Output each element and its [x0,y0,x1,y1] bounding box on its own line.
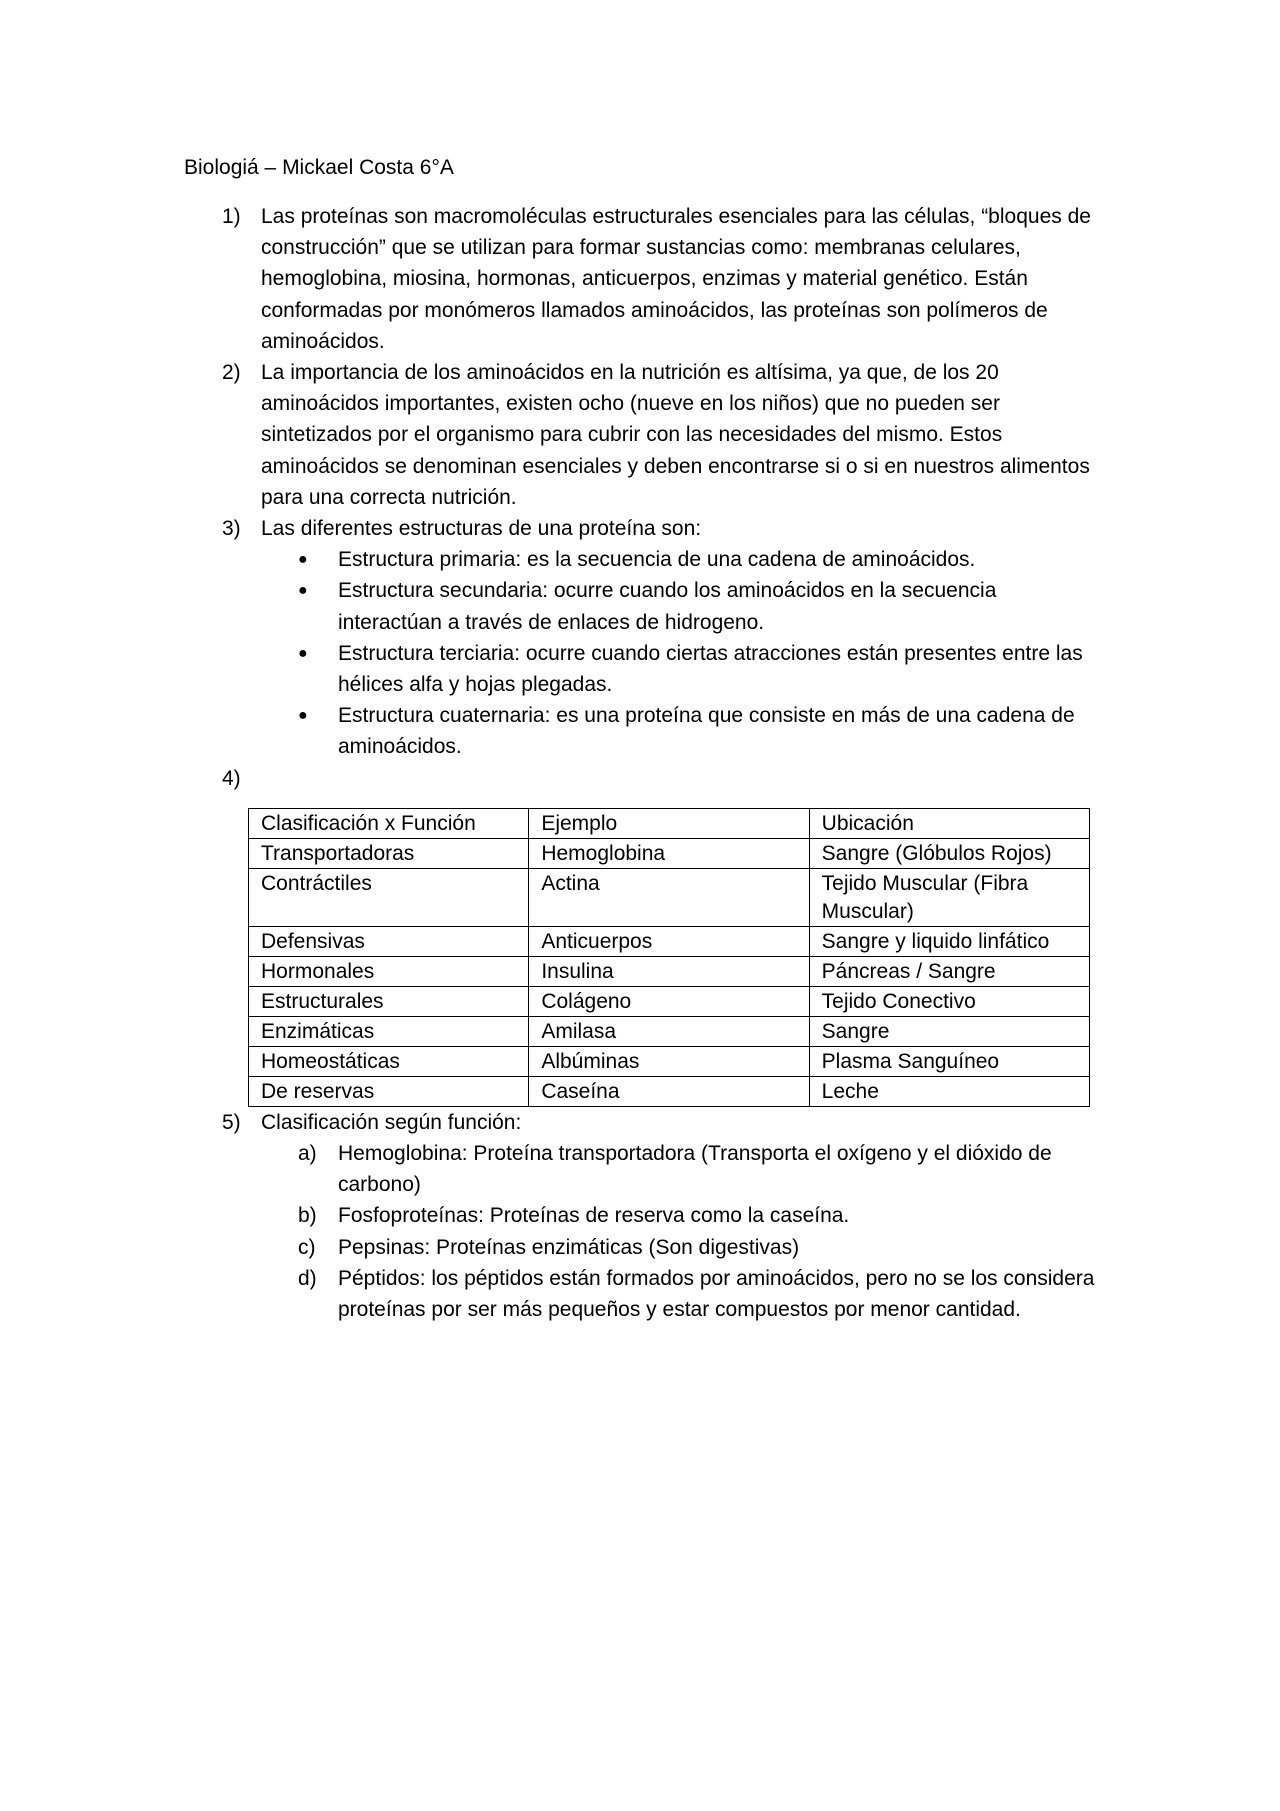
item-text: Hemoglobina: Proteína transportadora (Transporta el oxígeno y el dióxido de carbono) [338,1142,1052,1197]
lettered-item [184,1200,1104,1231]
table-cell: Insulina [529,956,809,986]
answer-text: La importancia de los aminoácidos en la nutrición es altísima, ya que, de los 20 aminoácidos importantes, existen ocho (nueve en los niños) que no pueden ser sintetizados por el organismo para cubrir con las necesidades del mismo. Estos aminoácidos se denominan esenciales y deben encontrarse si o si en nuestros alimentos para una correcta nutrición. [261,361,1090,509]
bullet-icon: ● [298,707,308,725]
answer-text: Las diferentes estructuras de una proteína son: [261,517,702,541]
table-row [249,838,1090,868]
table-header-cell: Clasificación x Función [249,808,529,838]
table-row [249,1076,1090,1106]
item-text: Fosfoproteínas: Proteínas de reserva como la caseína. [338,1204,850,1228]
table-cell: Contráctiles [249,868,529,926]
bullet-text: Estructura terciaria: ocurre cuando ciertas atracciones están presentes entre las hélices alfa y hojas plegadas. [338,641,1083,697]
answer-1 [184,201,1104,357]
table-cell: Sangre y liquido linfático [809,926,1089,956]
table-cell: Actina [529,868,809,926]
table-row [249,956,1090,986]
table-cell: Amilasa [529,1016,809,1046]
bullet-item [184,544,1104,575]
table-row [249,926,1090,956]
bullet-icon: ● [298,582,308,600]
table-row [249,868,1090,926]
answer-4 [184,763,1104,794]
table-cell: Homeostáticas [249,1046,529,1076]
table-cell: Hormonales [249,956,529,986]
table-header-cell: Ejemplo [529,808,809,838]
table-cell: Tejido Conectivo [809,986,1089,1016]
table-cell: Albúminas [529,1046,809,1076]
table-row [249,1046,1090,1076]
table-cell: Anticuerpos [529,926,809,956]
bullet-icon: ● [298,551,308,569]
table-cell: Caseína [529,1076,809,1106]
lettered-item [184,1232,1104,1263]
item-letter: b) [298,1204,317,1228]
document-title: Biologiá – Mickael Costa 6°A [184,156,454,179]
bullet-item [184,575,1104,637]
table-cell: Estructurales [249,986,529,1016]
table-cell: Sangre (Glóbulos Rojos) [809,838,1089,868]
table-cell: Defensivas [249,926,529,956]
answer-3 [184,513,1104,544]
table-cell: Plasma Sanguíneo [809,1046,1089,1076]
table-row [249,986,1090,1016]
protein-classification-table [248,808,1090,1107]
item-text: Pepsinas: Proteínas enzimáticas (Son digestivas) [338,1235,800,1259]
table-row [249,1016,1090,1046]
table-cell: Tejido Muscular (Fibra Muscular) [809,868,1089,926]
item-text: Péptidos: los péptidos están formados por aminoácidos, pero no se los considera proteínas por ser más pequeños y estar compuestos por menor cantidad. [338,1266,1095,1322]
table-cell: Colágeno [529,986,809,1016]
answer-2 [184,357,1104,513]
table-cell: Páncreas / Sangre [809,956,1089,986]
answer-list [184,201,1104,1325]
answer-5 [184,1107,1104,1138]
item-letter: d) [298,1266,317,1290]
table-cell: Sangre [809,1016,1089,1046]
bullet-item [184,638,1104,700]
answer-number: 4) [222,766,241,790]
answer-number: 2) [222,361,241,385]
item-letter: a) [298,1142,317,1166]
answer-number: 1) [222,205,241,228]
lettered-item [184,1263,1104,1325]
answer-text: Las proteínas son macromoléculas estructurales esenciales para las células, “bloques de construcción” que se utilizan para formar sustancias como: membranas celulares, hemoglobina, miosina, hormonas, anticuerpos, enzimas y material genético. Están conformadas por monómeros llamados aminoácidos, las proteínas son polímeros de aminoácidos. [261,205,1091,353]
answer-text: Clasificación según función: [261,1110,522,1134]
bullet-icon: ● [298,644,308,662]
table-cell: Enzimáticas [249,1016,529,1046]
item-letter: c) [298,1235,316,1259]
table-header-cell: Ubicación [809,808,1089,838]
table-header-row [249,808,1090,838]
table-cell: Transportadoras [249,838,529,868]
lettered-item [184,1138,1104,1200]
table-cell: Hemoglobina [529,838,809,868]
table-cell: De reservas [249,1076,529,1106]
bullet-text: Estructura primaria: es la secuencia de una cadena de aminoácidos. [338,548,976,572]
answer-number: 3) [222,517,241,541]
bullet-text: Estructura secundaria: ocurre cuando los aminoácidos en la secuencia interactúan a través de enlaces de hidrogeno. [338,579,997,634]
bullet-text: Estructura cuaternaria: es una proteína que consiste en más de una cadena de aminoácidos. [338,704,1075,759]
bullet-item [184,700,1104,762]
table-cell: Leche [809,1076,1089,1106]
answer-number: 5) [222,1110,241,1134]
